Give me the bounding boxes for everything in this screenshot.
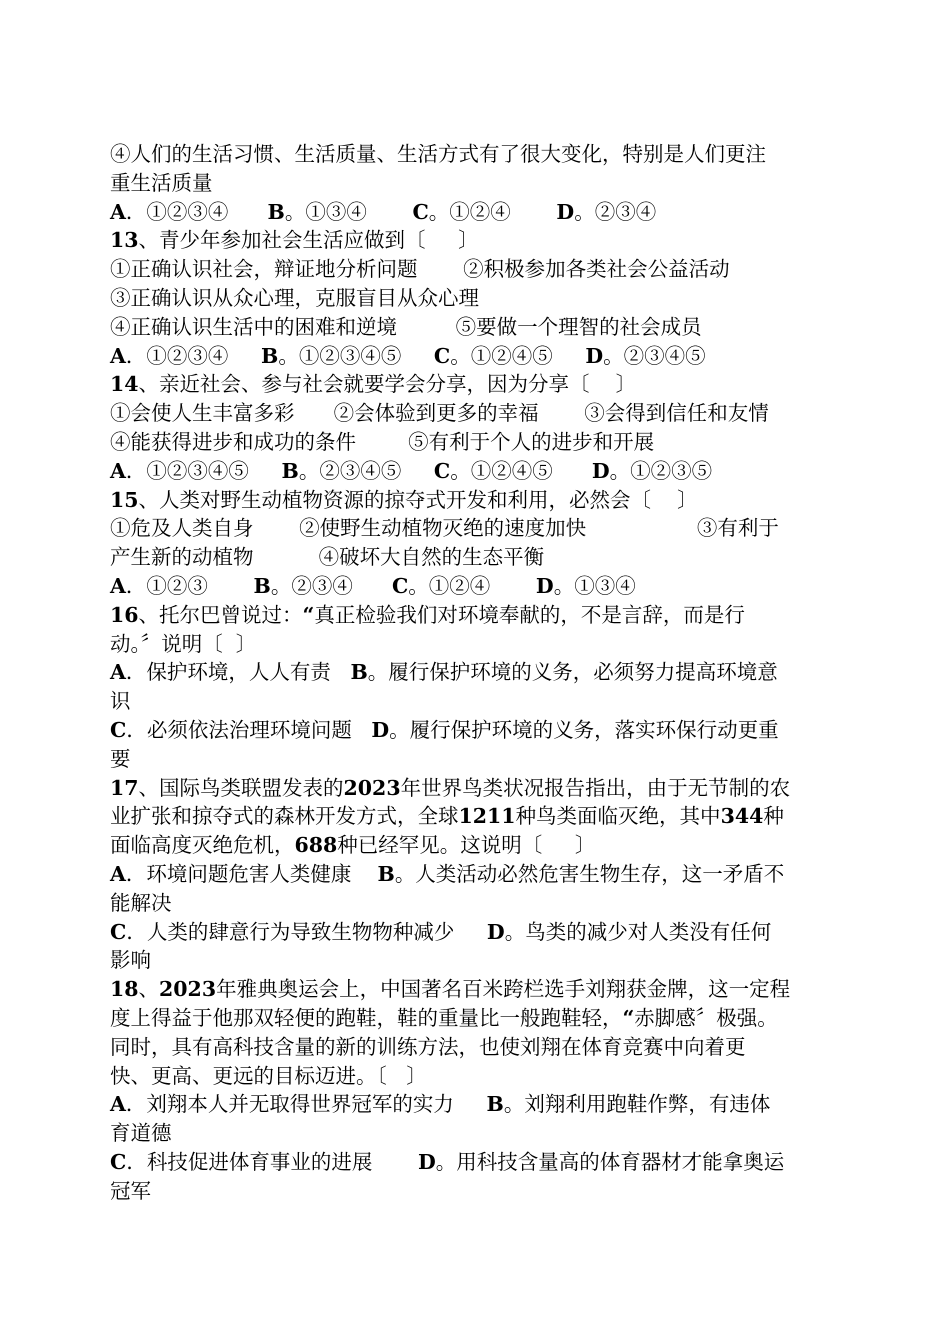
text-line-20: 识 xyxy=(110,689,131,714)
option-16-ab: A．保护环境，人人有责 B。履行保护环境的义务，必须努力提高环境意 xyxy=(110,660,778,685)
text-line-10: ①会使人生丰富多彩 ②会体验到更多的幸福 ③会得到信任和友情 xyxy=(110,401,769,426)
text-line-33: 快、更高、更远的目标迈进。〔 〕 xyxy=(110,1063,427,1088)
options-12: A．①②③④ B。①③④ C。①②④ D。②③④ xyxy=(110,199,657,224)
text-line-27: 能解决 xyxy=(110,890,172,915)
options-13: A．①②③④ B。①②③④⑤ C。①②④⑤ D。②③④⑤ xyxy=(110,343,706,368)
option-18-ab: A．刘翔本人并无取得世界冠军的实力 B。刘翔利用跑鞋作弊，有违体 xyxy=(110,1092,771,1117)
document-page xyxy=(110,140,840,1205)
text-line-22: 要 xyxy=(110,746,131,771)
text-line-2: 重生活质量 xyxy=(110,170,213,195)
text-line-25: 面临高度灭绝危机，688种已经罕见。这说明〔 〕 xyxy=(110,833,596,858)
text-line-5: ①正确认识社会，辩证地分析问题 ②积极参加各类社会公益活动 xyxy=(110,257,730,282)
text-line-11: ④能获得进步和成功的条件 ⑤有利于个人的进步和开展 xyxy=(110,429,655,454)
text-line-24: 业扩张和掠夺式的森林开发方式，全球1211种鸟类面临灭绝，其中344种 xyxy=(110,804,784,829)
text-line-31: 度上得益于他那双轻便的跑鞋，鞋的重量比一般跑鞋轻，“赤脚感〞极强。 xyxy=(110,1005,778,1030)
question-17: 17、国际鸟类联盟发表的2023年世界鸟类状况报告指出，由于无节制的农 xyxy=(110,775,791,800)
text-line-14: ①危及人类自身 ②使野生动植物灭绝的速度加快 ③有利于 xyxy=(110,516,779,541)
question-14: 14、亲近社会、参与社会就要学会分享，因为分享〔 〕 xyxy=(110,372,637,397)
text-line-35: 育道德 xyxy=(110,1121,172,1146)
question-18: 18、2023年雅典奥运会上，中国著名百米跨栏选手刘翔获金牌，这一定程 xyxy=(110,977,791,1002)
text-line-37: 冠军 xyxy=(110,1178,151,1203)
text-line-15: 产生新的动植物 ④破坏大自然的生态平衡 xyxy=(110,545,545,570)
text-line-32: 同时，具有高科技含量的新的训练方法，也使刘翔在体育竞赛中向着更 xyxy=(110,1034,746,1059)
question-15: 15、人类对野生动植物资源的掠夺式开发和利用，必然会〔 〕 xyxy=(110,487,698,512)
text-line-18: 动。〞说明〔 〕 xyxy=(110,631,257,656)
text-line-1: ④人们的生活习惯、生活质量、生活方式有了很大变化，特别是人们更注 xyxy=(110,142,766,166)
question-16: 16、托尔巴曾说过：“真正检验我们对环境奉献的，不是言辞，而是行 xyxy=(110,602,745,627)
option-17-ab: A．环境问题危害人类健康 B。人类活动必然危害生物生存，这一矛盾不 xyxy=(110,861,785,886)
text-line-29: 影响 xyxy=(110,948,151,973)
option-18-cd: C．科技促进体育事业的进展 D。用科技含量高的体育器材才能拿奥运 xyxy=(110,1149,785,1174)
question-13: 13、青少年参加社会生活应做到〔 〕 xyxy=(110,228,479,253)
options-15: A．①②③ B。②③④ C。①②④ D。①③④ xyxy=(110,573,636,598)
text-line-7: ④正确认识生活中的困难和逆境 ⑤要做一个理智的社会成员 xyxy=(110,314,702,339)
option-16-cd: C．必须依法治理环境问题 D。履行保护环境的义务，落实环保行动更重 xyxy=(110,717,779,742)
option-17-cd: C．人类的肆意行为导致生物物种减少 D。鸟类的减少对人类没有任何 xyxy=(110,919,772,944)
text-line-6: ③正确认识从众心理，克服盲目从众心理 xyxy=(110,285,479,310)
options-14: A．①②③④⑤ B。②③④⑤ C。①②④⑤ D。①②③⑤ xyxy=(110,458,713,483)
